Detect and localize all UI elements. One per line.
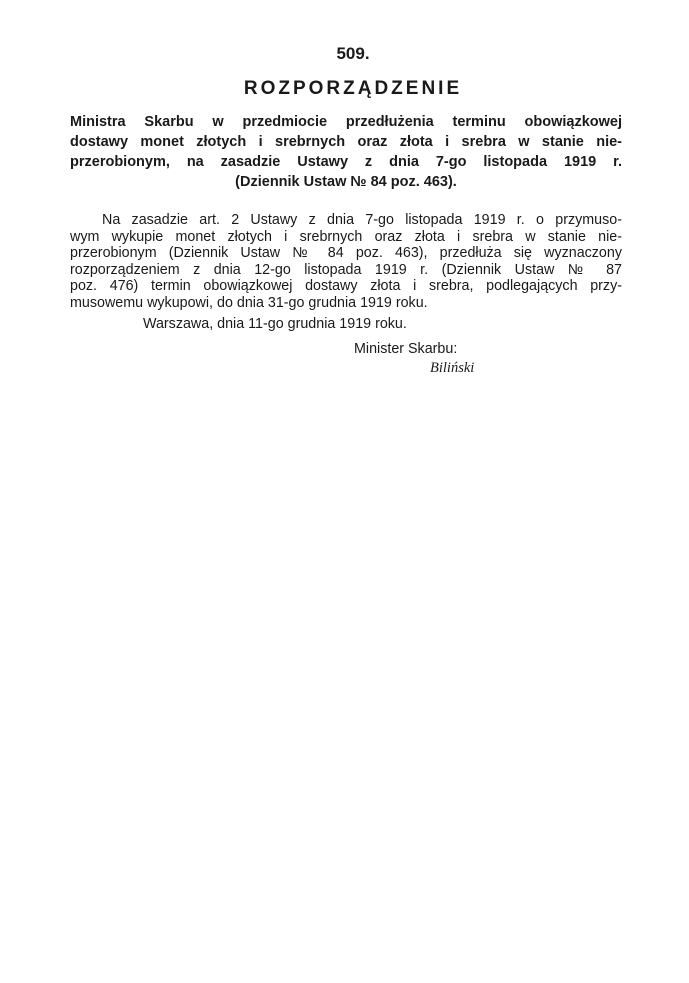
signature-block	[70, 340, 622, 378]
body-line: musowemu wykupowi, do dnia 31-go grudnia 1919 roku.	[70, 294, 428, 311]
signatory-office: Minister Skarbu:	[354, 340, 458, 357]
document-subtitle	[70, 112, 622, 192]
page-number: 509.	[336, 44, 370, 63]
body-line: poz. 476) termin obowiązkowej dostawy złota i srebra, podlegających przy-	[70, 278, 622, 295]
subtitle-line: dostawy monet złotych i srebrnych oraz złota i srebra w stanie nie-	[70, 134, 622, 150]
subtitle-line: Ministra Skarbu w przedmiocie przedłużenia terminu obowiązkowej	[70, 114, 622, 130]
document-page	[70, 44, 622, 378]
document-title: ROZPORZĄDZENIE	[243, 78, 463, 99]
place-and-date: Warszawa, dnia 11-go grudnia 1919 roku.	[143, 315, 407, 332]
body-line: przerobionym (Dziennik Ustaw № 84 poz. 463), przedłuża się wyznaczony	[70, 245, 622, 262]
body-line: rozporządzeniem z dnia 12-go listopada 1919 r. (Dziennik Ustaw № 87	[70, 261, 622, 278]
body-line: Na zasadzie art. 2 Ustawy z dnia 7-go listopada 1919 r. o przymuso-	[102, 212, 622, 228]
signatory-name: Biliński	[430, 359, 475, 376]
body-line: wym wykupie monet złotych i srebrnych oraz złota i srebra w stanie nie-	[70, 228, 622, 245]
body-paragraph	[70, 212, 622, 312]
subtitle-line: (Dziennik Ustaw № 84 poz. 463).	[235, 174, 457, 190]
subtitle-line: przerobionym, na zasadzie Ustawy z dnia 7-go listopada 1919 r.	[70, 154, 622, 170]
